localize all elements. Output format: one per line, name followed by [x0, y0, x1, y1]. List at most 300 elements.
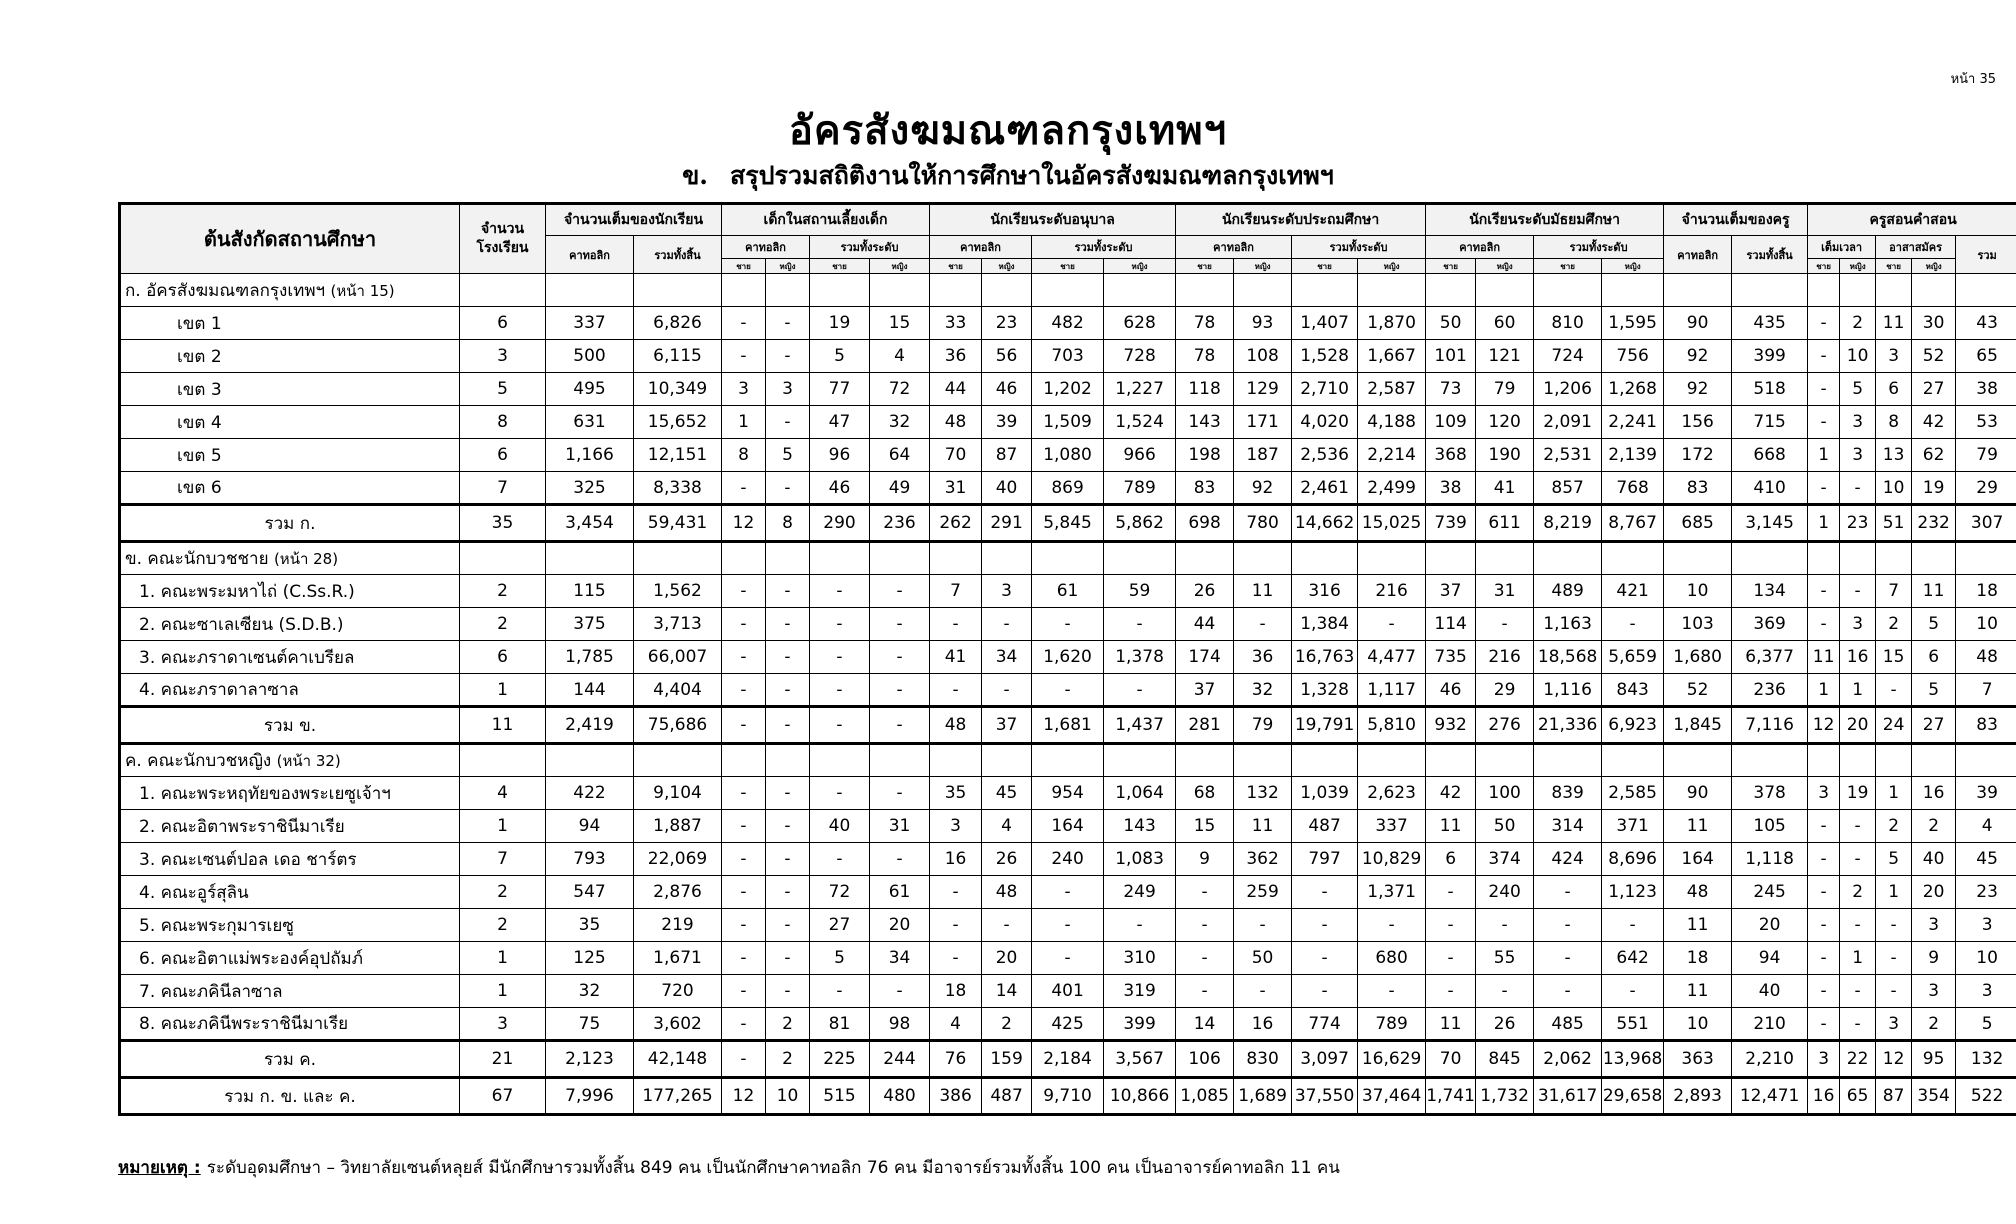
table-cell: 1,528: [1292, 340, 1358, 373]
table-cell: -: [930, 909, 982, 942]
table-cell: 10,866: [1104, 1078, 1176, 1115]
section-total-row: [120, 505, 2016, 542]
header-secondary: นักเรียนระดับมัธยมศึกษา: [1426, 204, 1664, 236]
subtitle-prefix: ข.: [682, 161, 708, 190]
table-cell: -: [1534, 909, 1602, 942]
table-cell: 1,407: [1292, 307, 1358, 340]
table-cell: 2,123: [546, 1041, 634, 1078]
table-cell: -: [810, 975, 870, 1008]
table-row: [120, 406, 2016, 439]
table-cell: 129: [1234, 373, 1292, 406]
table-cell: 1,437: [1104, 707, 1176, 744]
table-cell: [1176, 744, 1234, 777]
table-cell: 362: [1234, 843, 1292, 876]
table-cell: [1032, 274, 1104, 307]
table-cell: 5,810: [1358, 707, 1426, 744]
table-cell: 11: [460, 707, 546, 744]
table-cell: 371: [1602, 810, 1664, 843]
table-row: [120, 608, 2016, 641]
table-cell: [930, 542, 982, 575]
table-cell: -: [1808, 1008, 1840, 1041]
table-cell: 1: [1808, 505, 1840, 542]
table-cell: 1,845: [1664, 707, 1732, 744]
table-cell: 20: [1732, 909, 1808, 942]
table-cell: 19: [1840, 777, 1876, 810]
table-cell: 13,968: [1602, 1041, 1664, 1078]
table-cell: 14: [1176, 1008, 1234, 1041]
table-cell: 27: [1912, 707, 1956, 744]
table-cell: -: [1176, 876, 1234, 909]
table-cell: 11: [1664, 909, 1732, 942]
table-cell: [1426, 274, 1476, 307]
table-cell: -: [1808, 909, 1840, 942]
table-cell: -: [1292, 975, 1358, 1008]
table-cell: 386: [930, 1078, 982, 1115]
table-cell: 4,188: [1358, 406, 1426, 439]
table-cell: 39: [982, 406, 1032, 439]
table-cell: 16: [1808, 1078, 1840, 1115]
header-full-teachers: จำนวนเต็มของครู: [1664, 204, 1808, 236]
table-cell: 547: [546, 876, 634, 909]
table-cell: -: [766, 909, 810, 942]
table-cell: 249: [1104, 876, 1176, 909]
table-cell: 2,876: [634, 876, 722, 909]
table-cell: 290: [810, 505, 870, 542]
table-cell: 64: [870, 439, 930, 472]
table-cell: [722, 744, 766, 777]
table-cell: 20: [982, 942, 1032, 975]
table-cell: 2: [766, 1008, 810, 1041]
table-cell: [1292, 542, 1358, 575]
table-cell: 48: [930, 707, 982, 744]
table-cell: [766, 744, 810, 777]
table-cell: 1: [460, 674, 546, 707]
header-full-time: เต็มเวลา: [1808, 236, 1876, 259]
table-cell: 2,710: [1292, 373, 1358, 406]
table-cell: 18: [930, 975, 982, 1008]
table-cell: [1840, 542, 1876, 575]
table-cell: -: [810, 843, 870, 876]
table-cell: [1534, 744, 1602, 777]
table-cell: [1234, 274, 1292, 307]
table-cell: -: [1176, 942, 1234, 975]
table-cell: 174: [1176, 641, 1234, 674]
table-cell: 44: [930, 373, 982, 406]
header-catholic: คาทอลิก: [930, 236, 1032, 259]
table-cell: 2,461: [1292, 472, 1358, 505]
table-cell: [1104, 274, 1176, 307]
table-cell: 4: [1956, 810, 2016, 843]
table-cell: -: [1176, 975, 1234, 1008]
table-cell: 2,585: [1602, 777, 1664, 810]
section-header-row: [120, 542, 2016, 575]
table-cell: -: [870, 843, 930, 876]
table-cell: 225: [810, 1041, 870, 1078]
table-cell: [982, 744, 1032, 777]
table-cell: 6,923: [1602, 707, 1664, 744]
table-cell: 109: [1426, 406, 1476, 439]
table-cell: -: [1876, 674, 1912, 707]
table-cell: 156: [1664, 406, 1732, 439]
table-cell: 100: [1476, 777, 1534, 810]
row-label: เขต 1: [120, 307, 460, 340]
table-cell: -: [1840, 909, 1876, 942]
page-title: อัครสังฆมณฑลกรุงเทพฯ: [788, 107, 1228, 154]
table-cell: 3: [460, 340, 546, 373]
table-cell: 37,550: [1292, 1078, 1358, 1115]
table-cell: [1602, 744, 1664, 777]
table-cell: [1956, 274, 2016, 307]
table-cell: 8,767: [1602, 505, 1664, 542]
table-cell: -: [722, 575, 766, 608]
table-cell: 14,662: [1292, 505, 1358, 542]
table-cell: 3,454: [546, 505, 634, 542]
table-cell: 216: [1476, 641, 1534, 674]
table-cell: 11: [1234, 810, 1292, 843]
table-cell: 5,862: [1104, 505, 1176, 542]
table-cell: 36: [930, 340, 982, 373]
table-cell: 7: [1876, 575, 1912, 608]
header-male: ชาย: [1876, 259, 1912, 274]
table-cell: 793: [546, 843, 634, 876]
table-cell: -: [766, 406, 810, 439]
table-cell: 198: [1176, 439, 1234, 472]
header-total-all: รวมทั้งสิ้น: [634, 236, 722, 274]
table-cell: [1956, 744, 2016, 777]
table-row: [120, 975, 2016, 1008]
table-cell: 8: [722, 439, 766, 472]
table-cell: 354: [1912, 1078, 1956, 1115]
table-cell: 44: [1176, 608, 1234, 641]
table-cell: 1: [1808, 674, 1840, 707]
table-cell: 5: [810, 942, 870, 975]
table-cell: 1,681: [1032, 707, 1104, 744]
table-cell: 2: [460, 575, 546, 608]
section-label: [120, 744, 460, 777]
table-cell: 1,083: [1104, 843, 1176, 876]
table-cell: 369: [1732, 608, 1808, 641]
header-female: หญิง: [1104, 259, 1176, 274]
table-cell: 59,431: [634, 505, 722, 542]
table-cell: 262: [930, 505, 982, 542]
table-cell: 735: [1426, 641, 1476, 674]
header-male: ชาย: [1032, 259, 1104, 274]
table-cell: [870, 542, 930, 575]
table-cell: 10,349: [634, 373, 722, 406]
table-cell: 5: [1912, 674, 1956, 707]
row-label: รวม ค.: [120, 1041, 460, 1078]
table-cell: -: [1358, 608, 1426, 641]
table-cell: 2: [766, 1041, 810, 1078]
table-cell: 94: [546, 810, 634, 843]
table-cell: 1: [1808, 439, 1840, 472]
table-cell: 5,845: [1032, 505, 1104, 542]
table-cell: -: [1840, 975, 1876, 1008]
table-cell: -: [1476, 909, 1534, 942]
table-cell: 10: [1664, 1008, 1732, 1041]
table-cell: 7,116: [1732, 707, 1808, 744]
table-cell: [1912, 542, 1956, 575]
table-cell: 1,887: [634, 810, 722, 843]
table-cell: 29,658: [1602, 1078, 1664, 1115]
table-cell: 83: [1176, 472, 1234, 505]
table-cell: 368: [1426, 439, 1476, 472]
table-cell: -: [1104, 674, 1176, 707]
table-cell: -: [766, 942, 810, 975]
table-cell: 34: [870, 942, 930, 975]
table-cell: 480: [870, 1078, 930, 1115]
table-cell: -: [1426, 876, 1476, 909]
table-cell: 61: [870, 876, 930, 909]
table-cell: -: [722, 1008, 766, 1041]
table-cell: 1: [460, 942, 546, 975]
table-cell: [1476, 274, 1534, 307]
section-title: ค. คณะนักบวชหญิง: [125, 751, 272, 771]
table-cell: [1234, 744, 1292, 777]
table-cell: 31: [1476, 575, 1534, 608]
table-body: [120, 274, 2016, 1115]
table-cell: -: [722, 909, 766, 942]
header-volunteer: อาสาสมัคร: [1876, 236, 1956, 259]
table-cell: 39: [1956, 777, 2016, 810]
table-cell: 4,020: [1292, 406, 1358, 439]
table-cell: -: [870, 608, 930, 641]
table-cell: -: [1234, 909, 1292, 942]
table-cell: 6: [1912, 641, 1956, 674]
table-cell: -: [1808, 876, 1840, 909]
table-cell: 2: [460, 876, 546, 909]
table-cell: 6: [1426, 843, 1476, 876]
table-cell: -: [870, 975, 930, 1008]
table-cell: 34: [982, 641, 1032, 674]
table-cell: 232: [1912, 505, 1956, 542]
table-cell: 10: [1956, 942, 2016, 975]
table-cell: 8,696: [1602, 843, 1664, 876]
table-cell: 32: [546, 975, 634, 1008]
table-cell: 26: [982, 843, 1032, 876]
section-header-row: [120, 744, 2016, 777]
table-cell: 1,123: [1602, 876, 1664, 909]
row-label: 5. คณะพระกุมารเยซู: [120, 909, 460, 942]
table-cell: 932: [1426, 707, 1476, 744]
table-cell: -: [1292, 909, 1358, 942]
table-cell: 171: [1234, 406, 1292, 439]
table-cell: 38: [1956, 373, 2016, 406]
table-cell: 5: [1912, 608, 1956, 641]
table-cell: 11: [1664, 975, 1732, 1008]
table-cell: [1234, 542, 1292, 575]
table-cell: [1358, 274, 1426, 307]
table-cell: 2,531: [1534, 439, 1602, 472]
table-cell: -: [722, 777, 766, 810]
table-cell: 106: [1176, 1041, 1234, 1078]
table-cell: 30: [1912, 307, 1956, 340]
table-cell: [1956, 542, 2016, 575]
table-cell: 144: [546, 674, 634, 707]
table-cell: [982, 542, 1032, 575]
table-cell: [1732, 744, 1808, 777]
header-total: รวม: [1956, 236, 2016, 274]
table-cell: 50: [1426, 307, 1476, 340]
table-cell: -: [1808, 810, 1840, 843]
table-cell: [1664, 274, 1732, 307]
header-male: ชาย: [1426, 259, 1476, 274]
table-cell: 10: [1840, 340, 1876, 373]
table-cell: 6,115: [634, 340, 722, 373]
table-cell: -: [1032, 608, 1104, 641]
table-cell: 50: [1476, 810, 1534, 843]
table-cell: 954: [1032, 777, 1104, 810]
table-cell: 18,568: [1534, 641, 1602, 674]
table-cell: [1664, 542, 1732, 575]
table-cell: -: [1534, 876, 1602, 909]
table-cell: 410: [1732, 472, 1808, 505]
table-cell: 31,617: [1534, 1078, 1602, 1115]
table-cell: -: [930, 674, 982, 707]
table-cell: 5: [810, 340, 870, 373]
table-cell: [930, 274, 982, 307]
subtitle-text: สรุปรวมสถิติงานให้การศึกษาในอัครสังฆมณฑลกรุงเทพฯ: [729, 161, 1334, 190]
table-cell: 72: [870, 373, 930, 406]
header-full-students: จำนวนเต็มของนักเรียน: [546, 204, 722, 236]
table-cell: [1840, 274, 1876, 307]
table-cell: 2: [1876, 608, 1912, 641]
table-cell: [982, 274, 1032, 307]
table-cell: -: [1032, 909, 1104, 942]
table-cell: -: [1476, 975, 1534, 1008]
table-cell: 6: [460, 307, 546, 340]
table-cell: 6: [1876, 373, 1912, 406]
table-cell: 3: [1840, 608, 1876, 641]
table-cell: 56: [982, 340, 1032, 373]
header-male: ชาย: [1534, 259, 1602, 274]
table-cell: 789: [1104, 472, 1176, 505]
table-cell: 245: [1732, 876, 1808, 909]
table-cell: 724: [1534, 340, 1602, 373]
table-cell: [1732, 542, 1808, 575]
table-cell: 40: [1912, 843, 1956, 876]
table-cell: 421: [1602, 575, 1664, 608]
table-cell: 67: [460, 1078, 546, 1115]
table-cell: -: [982, 674, 1032, 707]
section-total-row: [120, 707, 2016, 744]
table-cell: 789: [1358, 1008, 1426, 1041]
table-cell: -: [810, 608, 870, 641]
table-cell: 114: [1426, 608, 1476, 641]
table-cell: 76: [930, 1041, 982, 1078]
footnote-label: หมายเหตุ :: [118, 1158, 201, 1178]
table-cell: -: [766, 608, 810, 641]
table-cell: 728: [1104, 340, 1176, 373]
table-cell: 668: [1732, 439, 1808, 472]
table-cell: 70: [1426, 1041, 1476, 1078]
table-cell: 177,265: [634, 1078, 722, 1115]
table-cell: -: [930, 876, 982, 909]
table-cell: 132: [1956, 1041, 2016, 1078]
table-cell: 3: [1876, 1008, 1912, 1041]
table-cell: 1,085: [1176, 1078, 1234, 1115]
header-female: หญิง: [982, 259, 1032, 274]
header-female: หญิง: [1912, 259, 1956, 274]
table-cell: 2: [1912, 810, 1956, 843]
header-all-levels: รวมทั้งระดับ: [1534, 236, 1664, 259]
header-orphanage: เด็กในสถานเลี้ยงเด็ก: [722, 204, 930, 236]
table-cell: -: [766, 707, 810, 744]
table-cell: 3: [1808, 1041, 1840, 1078]
table-cell: 11: [1426, 810, 1476, 843]
table-cell: 12: [722, 1078, 766, 1115]
table-cell: 26: [1476, 1008, 1534, 1041]
table-cell: -: [722, 340, 766, 373]
table-cell: 55: [1476, 942, 1534, 975]
table-cell: [1534, 542, 1602, 575]
table-cell: 46: [1426, 674, 1476, 707]
table-cell: -: [1840, 1008, 1876, 1041]
table-row: [120, 1008, 2016, 1041]
header-male: ชาย: [1808, 259, 1840, 274]
table-cell: 337: [546, 307, 634, 340]
section-title: ข. คณะนักบวชชาย: [125, 549, 269, 569]
table-cell: 3: [1840, 406, 1876, 439]
table-cell: 45: [1956, 843, 2016, 876]
table-cell: [1476, 744, 1534, 777]
table-cell: 3: [460, 1008, 546, 1041]
table-cell: 1: [722, 406, 766, 439]
table-cell: 11: [1876, 307, 1912, 340]
table-cell: 9: [1912, 942, 1956, 975]
table-cell: -: [1426, 942, 1476, 975]
table-cell: -: [722, 843, 766, 876]
table-cell: -: [1534, 975, 1602, 1008]
table-cell: [546, 542, 634, 575]
table-row: [120, 876, 2016, 909]
table-cell: [1358, 744, 1426, 777]
table-cell: -: [1292, 876, 1358, 909]
header-catholic: คาทอลิก: [1664, 236, 1732, 274]
table-cell: 9,710: [1032, 1078, 1104, 1115]
table-cell: [546, 744, 634, 777]
statistics-table: [118, 202, 2016, 1116]
table-cell: 65: [1840, 1078, 1876, 1115]
table-cell: 291: [982, 505, 1032, 542]
table-cell: -: [1840, 472, 1876, 505]
table-cell: -: [870, 575, 930, 608]
table-cell: 1,080: [1032, 439, 1104, 472]
table-cell: 7: [930, 575, 982, 608]
table-cell: 3: [1840, 439, 1876, 472]
table-cell: -: [766, 307, 810, 340]
table-cell: 23: [1956, 876, 2016, 909]
table-cell: 10: [766, 1078, 810, 1115]
row-label: 1. คณะพระมหาไถ่ (C.Ss.R.): [120, 575, 460, 608]
row-label: 3. คณะภราดาเซนต์คาเบรียล: [120, 641, 460, 674]
table-cell: [1176, 542, 1234, 575]
table-cell: 190: [1476, 439, 1534, 472]
table-cell: 7: [460, 472, 546, 505]
table-cell: 2,062: [1534, 1041, 1602, 1078]
table-cell: 15: [1876, 641, 1912, 674]
table-cell: -: [1032, 674, 1104, 707]
table-cell: 830: [1234, 1041, 1292, 1078]
table-cell: 1,039: [1292, 777, 1358, 810]
table-row: [120, 472, 2016, 505]
table-cell: 18: [1664, 942, 1732, 975]
table-cell: [1104, 542, 1176, 575]
table-cell: 240: [1032, 843, 1104, 876]
table-cell: 3,713: [634, 608, 722, 641]
table-cell: 1: [460, 975, 546, 1008]
table-cell: 60: [1476, 307, 1534, 340]
